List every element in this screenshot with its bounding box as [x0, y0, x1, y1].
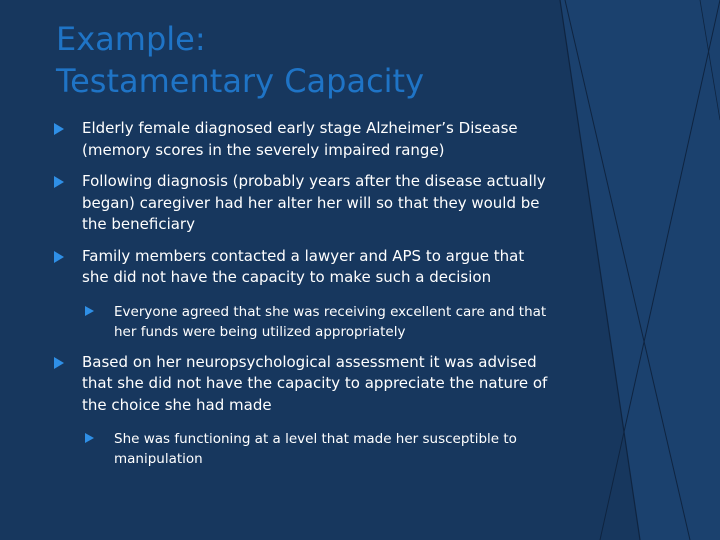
sub-bullet-item [82, 429, 554, 469]
sub-bullet-text: Everyone agreed that she was receiving excellent care and that her funds were being utilized appropriately [114, 303, 547, 340]
bullet-text: Following diagnosis (probably years after the disease actually began) caregiver had her alter her will so that they would be the beneficiary [82, 172, 546, 233]
triangle-arrow-icon [85, 306, 94, 316]
bullet-item [54, 246, 554, 342]
sub-bullet-list [82, 429, 554, 469]
bullet-list [54, 118, 554, 479]
bullet-text: Based on her neuropsychological assessment it was advised that she did not have the capacity to appreciate the nature of the choice she had made [82, 352, 548, 414]
bullet-item [54, 352, 554, 470]
triangle-arrow-icon [54, 357, 64, 369]
triangle-arrow-icon [54, 176, 64, 188]
sub-bullet-item [82, 302, 554, 342]
triangle-arrow-icon [54, 251, 64, 263]
bullet-text: Elderly female diagnosed early stage Alzheimer’s Disease (memory scores in the severely impaired range) [82, 119, 518, 159]
triangle-arrow-icon [54, 123, 64, 135]
bullet-item [54, 171, 554, 236]
slide-title: Example: Testamentary Capacity [56, 20, 425, 100]
bullet-item [54, 118, 554, 161]
sub-bullet-text: She was functioning at a level that made her susceptible to manipulation [114, 431, 517, 467]
sub-bullet-list [82, 302, 554, 342]
triangle-arrow-icon [85, 433, 94, 443]
bullet-text: Family members contacted a lawyer and APS to argue that she did not have the capacity to make such a decision [82, 246, 525, 286]
